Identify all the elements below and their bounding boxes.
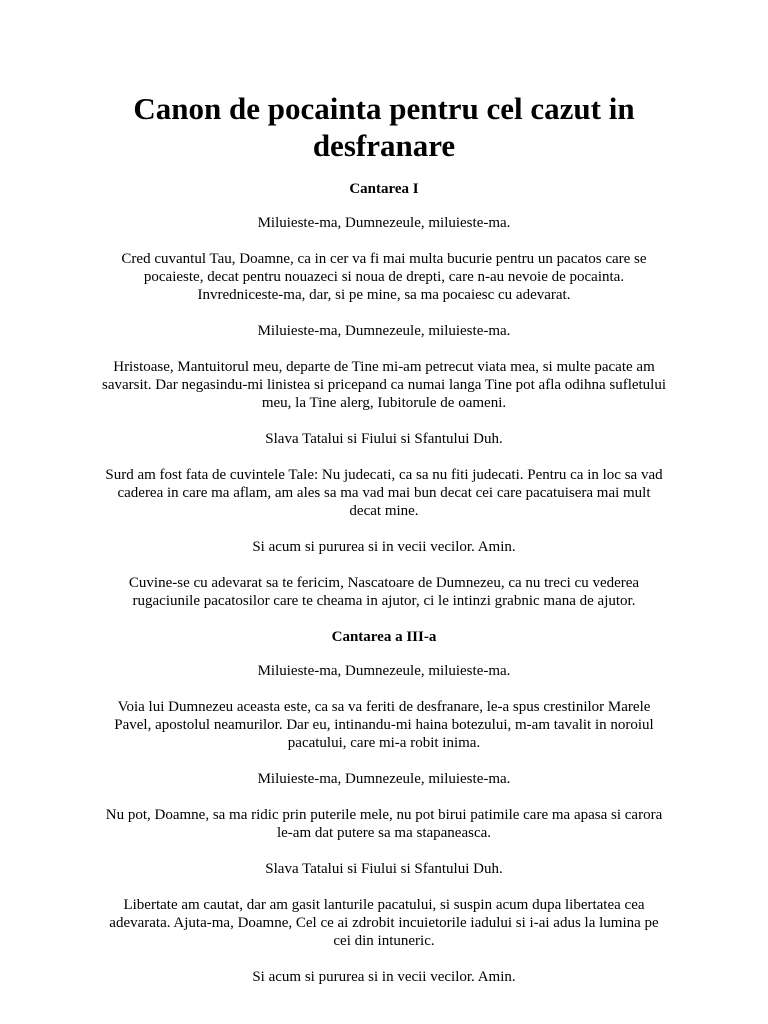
troparion: Surd am fost fata de cuvintele Tale: Nu judecati, ca sa nu fiti judecati. Pentru ca in loc sa vad caderea in care ma aflam, am ales sa ma vad mai bun decat cei care pacatuisera mai mult decat mine. (105, 467, 663, 519)
document-title: Canon de pocainta pentru cel cazut in desfranare (133, 91, 635, 163)
doxology: Si acum si pururea si in vecii vecilor. Amin. (252, 969, 516, 985)
refrain: Miluieste-ma, Dumnezeule, miluieste-ma. (257, 663, 511, 679)
doxology: Si acum si pururea si in vecii vecilor. Amin. (252, 539, 516, 555)
troparion: Hristoase, Mantuitorul meu, departe de Tine mi-am petrecut viata mea, si multe pacate am savarsit. Dar negasindu-mi linistea si pricepand ca numai langa Tine pot afla odihna sufletului meu, la Tine alerg, Iubitorule de oameni. (101, 359, 667, 411)
troparion: Nu pot, Doamne, sa ma ridic prin puterile mele, nu pot birui patimile care ma apasa si carora le-am dat putere sa ma stapaneasca. (105, 807, 663, 841)
troparion: Cred cuvantul Tau, Doamne, ca in cer va fi mai multa bucurie pentru un pacatos care se pocaieste, decat pentru nouazeci si noua de drepti, care n-au nevoie de pocainta. Invredniceste-ma, dar, si pe mine, sa ma pocaiesc cu adevarat. (121, 251, 647, 303)
refrain: Miluieste-ma, Dumnezeule, miluieste-ma. (257, 323, 511, 339)
doxology: Slava Tatalui si Fiului si Sfantului Duh. (265, 431, 503, 447)
troparion: Voia lui Dumnezeu aceasta este, ca sa va feriti de desfranare, le-a spus crestinilor Marele Pavel, apostolul neamurilor. Dar eu, intinandu-mi haina botezului, m-am tavalit in noroiul pacatului, care mi-a robit inima. (114, 699, 654, 751)
troparion: Libertate am cautat, dar am gasit lanturile pacatului, si suspin acum dupa libertatea cea adevarata. Ajuta-ma, Doamne, Cel ce ai zdrobit incuietorile iadului si i-ai adus la lumina pe cei din intuneric. (109, 897, 659, 949)
refrain: Miluieste-ma, Dumnezeule, miluieste-ma. (257, 771, 511, 787)
document-page (100, 90, 668, 1004)
theotokion: Cuvine-se cu adevarat sa te fericim, Nascatoare de Dumnezeu, ca nu treci cu vederea rugaciunile pacatosilor care te cheama in ajutor, ci le intinzi grabnic mana de ajutor. (128, 575, 640, 609)
section-heading: Cantarea I (349, 181, 419, 197)
refrain: Miluieste-ma, Dumnezeule, miluieste-ma. (257, 215, 511, 231)
section-heading: Cantarea a III-a (331, 629, 437, 645)
doxology: Slava Tatalui si Fiului si Sfantului Duh. (265, 861, 503, 877)
